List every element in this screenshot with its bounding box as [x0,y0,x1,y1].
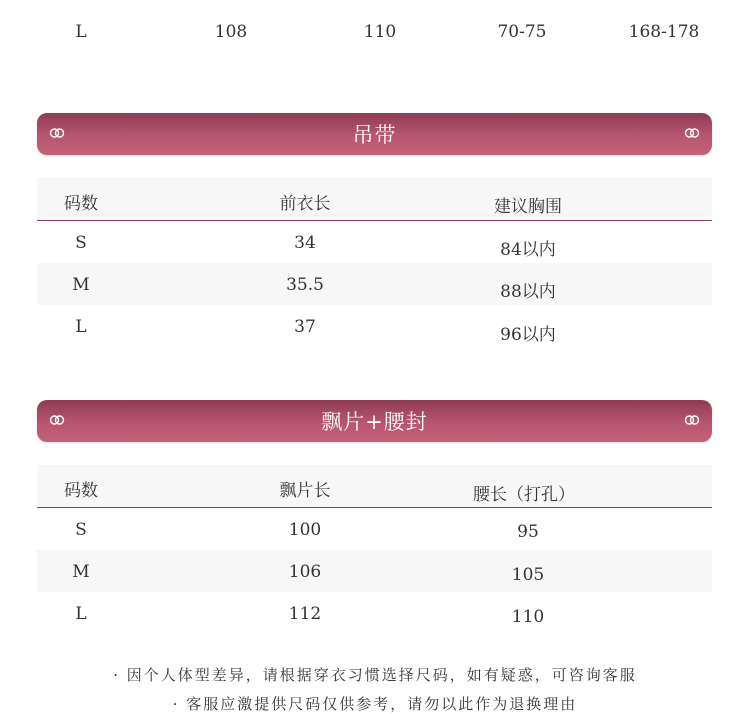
section-banner-panel-belt [37,400,712,442]
size-label: S [75,233,87,253]
ring-icon [49,414,65,426]
table-cell: 106 [288,562,322,582]
table-cell: 110 [511,607,545,627]
section-title: 吊带 [352,123,397,147]
ring-icon [684,127,700,139]
size-label: M [72,562,90,582]
table-header-row [37,178,712,221]
table-cell: 95 [517,522,539,542]
table-cell: 108 [214,22,248,42]
column-header: 码数 [64,481,98,501]
table-cell: 112 [288,604,322,624]
table-cell: 88以内 [500,282,556,302]
table-cell: 110 [363,22,397,42]
column-header: 腰长（打孔） [473,485,575,505]
table-header-row [37,465,712,508]
table-cell: 37 [294,317,316,337]
table-cell: 168-178 [628,22,700,42]
size-label: L [75,317,87,337]
table-cell: 105 [511,565,545,585]
column-header: 飘片长 [279,481,331,501]
size-note: · 因个人体型差异，请根据穿衣习惯选择尺码，如有疑惑，可咨询客服 [113,666,637,684]
size-label: L [75,604,87,624]
table-cell: 84以内 [500,240,556,260]
size-label: S [75,520,87,540]
ring-icon [49,127,65,139]
table-row-stripe [37,550,712,592]
table-cell: 70-75 [497,22,547,42]
size-label: M [72,275,90,295]
column-header: 前衣长 [279,194,331,214]
section-banner-camisole [37,113,712,155]
ring-icon [684,414,700,426]
size-note: · 客服应激提供尺码仅供参考，请勿以此作为退换理由 [172,695,578,713]
column-header: 码数 [64,194,98,214]
table-row-stripe [37,263,712,305]
section-title: 飘片+腰封 [321,410,428,434]
table-cell: 34 [294,233,316,253]
table-cell: 35.5 [286,275,324,295]
column-header: 建议胸围 [494,197,562,217]
size-label: L [75,22,87,42]
table-cell: 96以内 [500,325,556,345]
table-cell: 100 [288,520,322,540]
